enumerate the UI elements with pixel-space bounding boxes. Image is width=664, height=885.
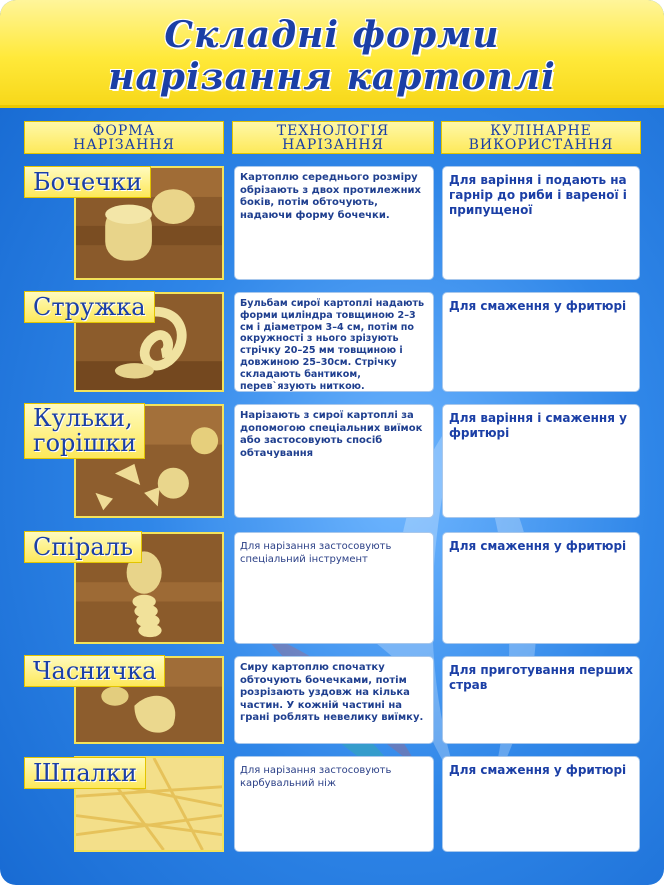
usage-cell-barrels: Для варіння і подають на гарнір до риби і вареної і припущеної (442, 166, 640, 280)
technology-cell-barrels: Картоплю середнього розміру обрізають з двох протилежних боків, потім обточують, надаючи форму бочечки. (234, 166, 434, 280)
column-header-usage-line1: КУЛІНАРНЕ (490, 123, 592, 139)
row-label-shavings: Стружка (24, 291, 155, 323)
row-label-garlic-clove: Часничка (24, 655, 165, 687)
usage-cell-spiral: Для смаження у фритюрі (442, 532, 640, 644)
row-label-sticks: Шпалки (24, 757, 146, 789)
technology-cell-shavings: Бульбам сирої картоплі надають форми циліндра товщиною 2–3 см і діаметром 3–4 см, потім по окружності з нього зрізують стрічку 20–25 мм товщиною і довжиною 25–30см. Стрічку складають бантиком, перев`язують ниткою. (234, 292, 434, 392)
page-title-line-1: Складні форми (164, 14, 500, 56)
header-banner (0, 0, 664, 108)
row-label-barrels: Бочечки (24, 166, 151, 198)
page-title-line-2: нарізання картоплі (108, 56, 556, 98)
usage-cell-garlic-clove: Для приготування перших страв (442, 656, 640, 744)
usage-cell-balls: Для варіння і смаження у фритюрі (442, 404, 640, 518)
column-header-technology-line1: ТЕХНОЛОГІЯ (276, 123, 390, 139)
column-header-form-line2: НАРІЗАННЯ (73, 137, 175, 153)
usage-cell-shavings: Для смаження у фритюрі (442, 292, 640, 392)
column-header-form (24, 121, 224, 154)
column-header-form-line1: ФОРМА (92, 123, 156, 139)
technology-cell-garlic-clove: Сиру картоплю спочатку обточують бочечками, потім розрізають уздовж на кілька частин. У кожній частині на грані роблять невелику виїмку. (234, 656, 434, 744)
technology-cell-balls: Нарізають з сирої картоплі за допомогою спеціальних виїмок або застосовують спосіб обтачування (234, 404, 434, 518)
column-header-usage-line2: ВИКОРИСТАННЯ (468, 137, 614, 153)
column-header-usage (441, 121, 641, 154)
row-label-balls (24, 403, 145, 459)
column-header-technology-line2: НАРІЗАННЯ (282, 137, 384, 153)
row-label-spiral: Спіраль (24, 531, 142, 563)
row-label-balls-line2: горішки (33, 429, 137, 457)
column-header-technology (232, 121, 434, 154)
technology-cell-sticks: Для нарізання застосовують карбувальний ніж (234, 756, 434, 852)
technology-cell-spiral: Для нарізання застосовують спеціальний інструмент (234, 532, 434, 644)
usage-cell-sticks: Для смаження у фритюрі (442, 756, 640, 852)
row-label-balls-line1: Кульки, (33, 404, 133, 432)
